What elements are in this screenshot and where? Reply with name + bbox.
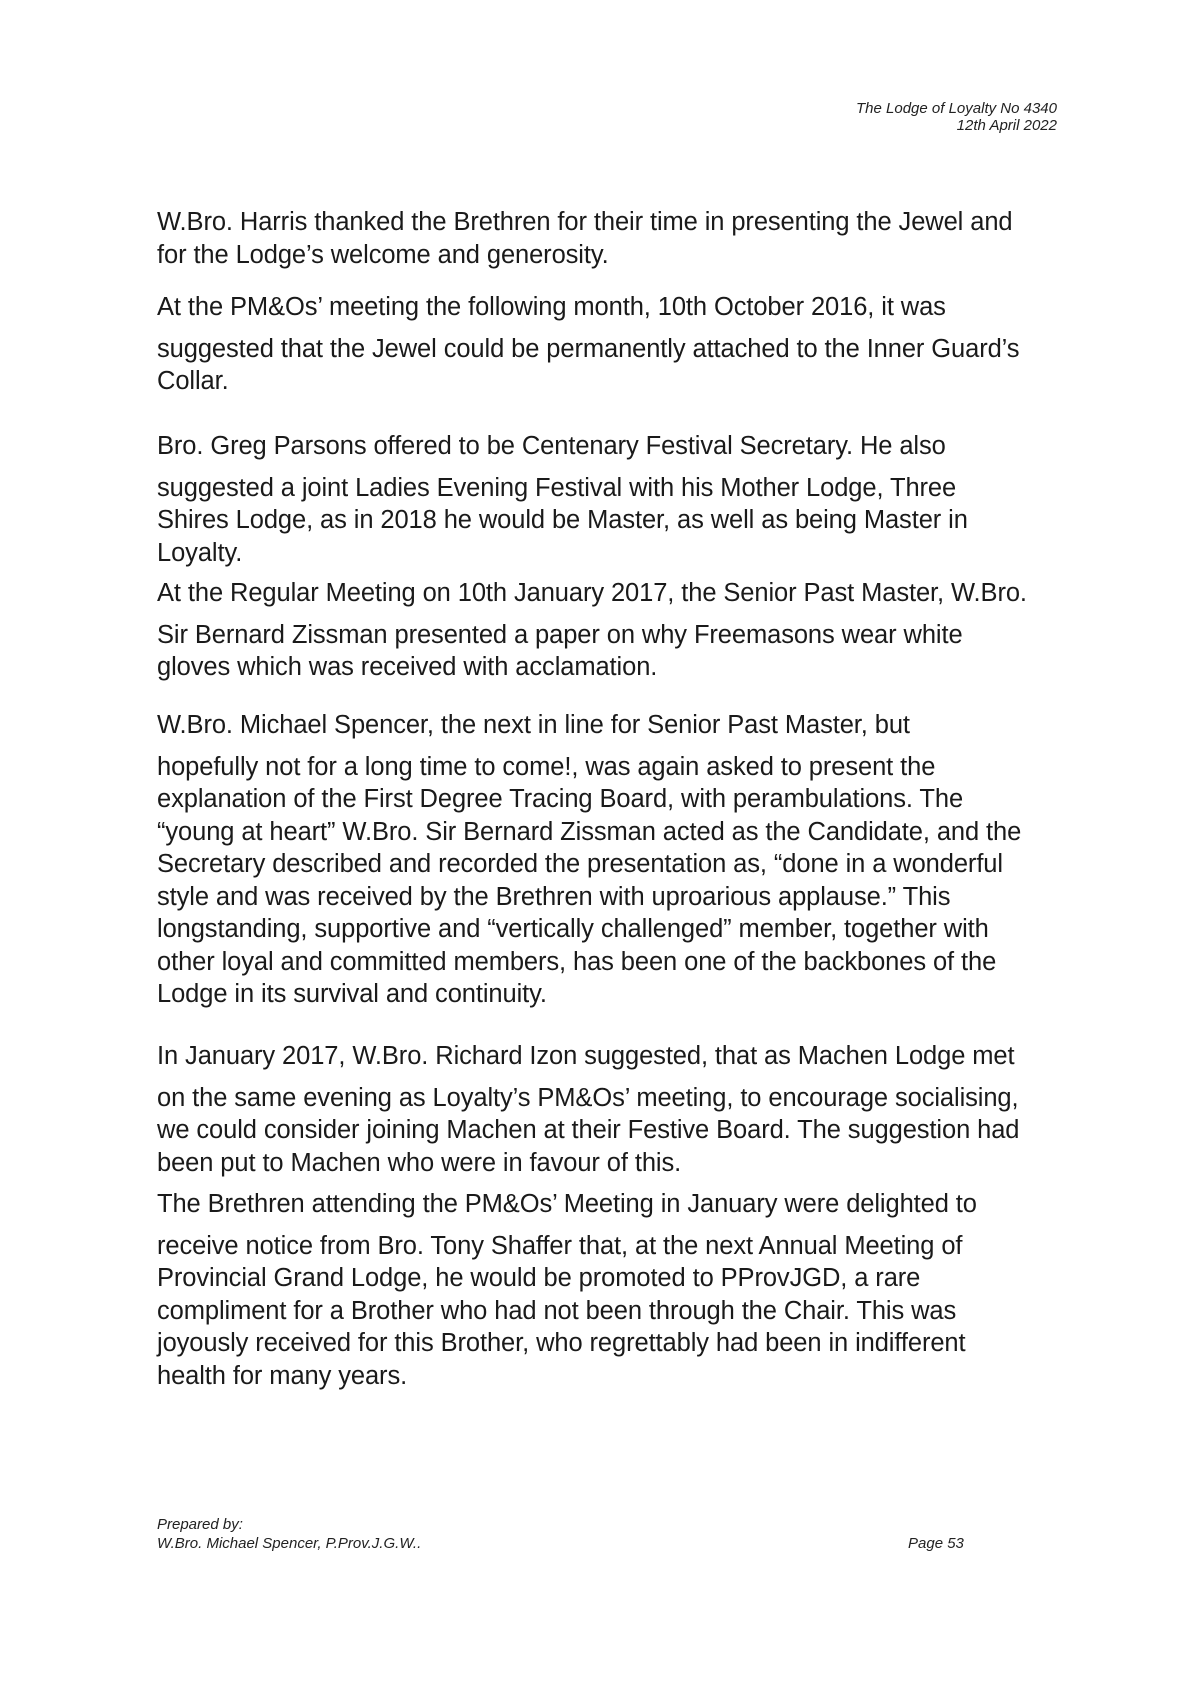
text-line: At the PM&Os’ meeting the following month, 10th October 2016, it was bbox=[157, 293, 946, 321]
text-line: on the same evening as Loyalty’s PM&Os’ meeting, to encourage socialising, bbox=[157, 1083, 1019, 1112]
text-line: W.Bro. Michael Spencer, the next in line for Senior Past Master, but bbox=[157, 711, 910, 739]
text-line: Secretary described and recorded the presentation as, “done in a wonderful bbox=[157, 850, 1003, 878]
text-line: “young at heart” W.Bro. Sir Bernard Zissman acted as the Candidate, and the bbox=[157, 817, 1022, 846]
text-line: Provincial Grand Lodge, he would be promoted to PProvJGD, a rare bbox=[157, 1264, 921, 1292]
text-line: The Brethren attending the PM&Os’ Meeting in January were delighted to bbox=[157, 1190, 977, 1218]
text-line: W.Bro. Harris thanked the Brethren for their time in presenting the Jewel and bbox=[157, 208, 1013, 236]
text-line: Lodge in its survival and continuity. bbox=[157, 980, 547, 1008]
text-line: In January 2017, W.Bro. Richard Izon suggested, that as Machen Lodge met bbox=[157, 1042, 1015, 1070]
text-line: Collar. bbox=[157, 367, 229, 395]
text-line: explanation of the First Degree Tracing Board, with perambulations. The bbox=[157, 785, 964, 813]
paragraph-greg-parsons bbox=[157, 430, 1087, 569]
page-number: Page 53 bbox=[908, 1535, 964, 1552]
footer-prepared-by bbox=[157, 1515, 421, 1553]
text-line: receive notice from Bro. Tony Shaffer that, at the next Annual Meeting of bbox=[157, 1231, 963, 1260]
text-line: for the Lodge’s welcome and generosity. bbox=[157, 240, 609, 269]
prepared-by-label: Prepared by: bbox=[157, 1516, 243, 1533]
text-line: Loyalty. bbox=[157, 538, 243, 567]
text-line: compliment for a Brother who had not been through the Chair. This was bbox=[157, 1296, 957, 1325]
paragraph-michael-spencer bbox=[157, 709, 1087, 1011]
prepared-by-name: W.Bro. Michael Spencer, P.Prov.J.G.W.. bbox=[157, 1535, 422, 1552]
text-line: health for many years. bbox=[157, 1361, 408, 1390]
text-line: joyously received for this Brother, who regrettably had been in indifferent bbox=[157, 1329, 966, 1357]
text-line: Shires Lodge, as in 2018 he would be Master, as well as being Master in bbox=[157, 506, 968, 534]
text-line: suggested that the Jewel could be permanently attached to the Inner Guard’s bbox=[157, 334, 1020, 363]
paragraph-harris-thanks bbox=[157, 206, 1087, 271]
text-line: gloves which was received with acclamation. bbox=[157, 653, 658, 681]
paragraph-tony-shaffer bbox=[157, 1188, 1087, 1392]
paragraph-pmos-october bbox=[157, 291, 1087, 398]
text-line: other loyal and committed members, has been one of the backbones of the bbox=[157, 947, 997, 976]
paragraph-regular-meeting bbox=[157, 577, 1087, 684]
paragraph-machen-lodge bbox=[157, 1040, 1087, 1179]
text-line: At the Regular Meeting on 10th January 2017, the Senior Past Master, W.Bro. bbox=[157, 579, 1027, 607]
page-header bbox=[856, 100, 1057, 134]
text-line: been put to Machen who were in favour of this. bbox=[157, 1148, 682, 1177]
text-line: Bro. Greg Parsons offered to be Centenary Festival Secretary. He also bbox=[157, 432, 946, 460]
text-line: hopefully not for a long time to come!, was again asked to present the bbox=[157, 752, 936, 781]
header-date: 12th April 2022 bbox=[956, 117, 1057, 134]
text-line: longstanding, supportive and “vertically challenged” member, together with bbox=[157, 915, 989, 943]
text-line: we could consider joining Machen at their Festive Board. The suggestion had bbox=[157, 1116, 1020, 1144]
text-line: suggested a joint Ladies Evening Festival with his Mother Lodge, Three bbox=[157, 473, 957, 502]
text-line: Sir Bernard Zissman presented a paper on why Freemasons wear white bbox=[157, 620, 963, 649]
header-lodge-name: The Lodge of Loyalty No 4340 bbox=[856, 100, 1057, 117]
text-line: style and was received by the Brethren with uproarious applause.” This bbox=[157, 882, 951, 911]
